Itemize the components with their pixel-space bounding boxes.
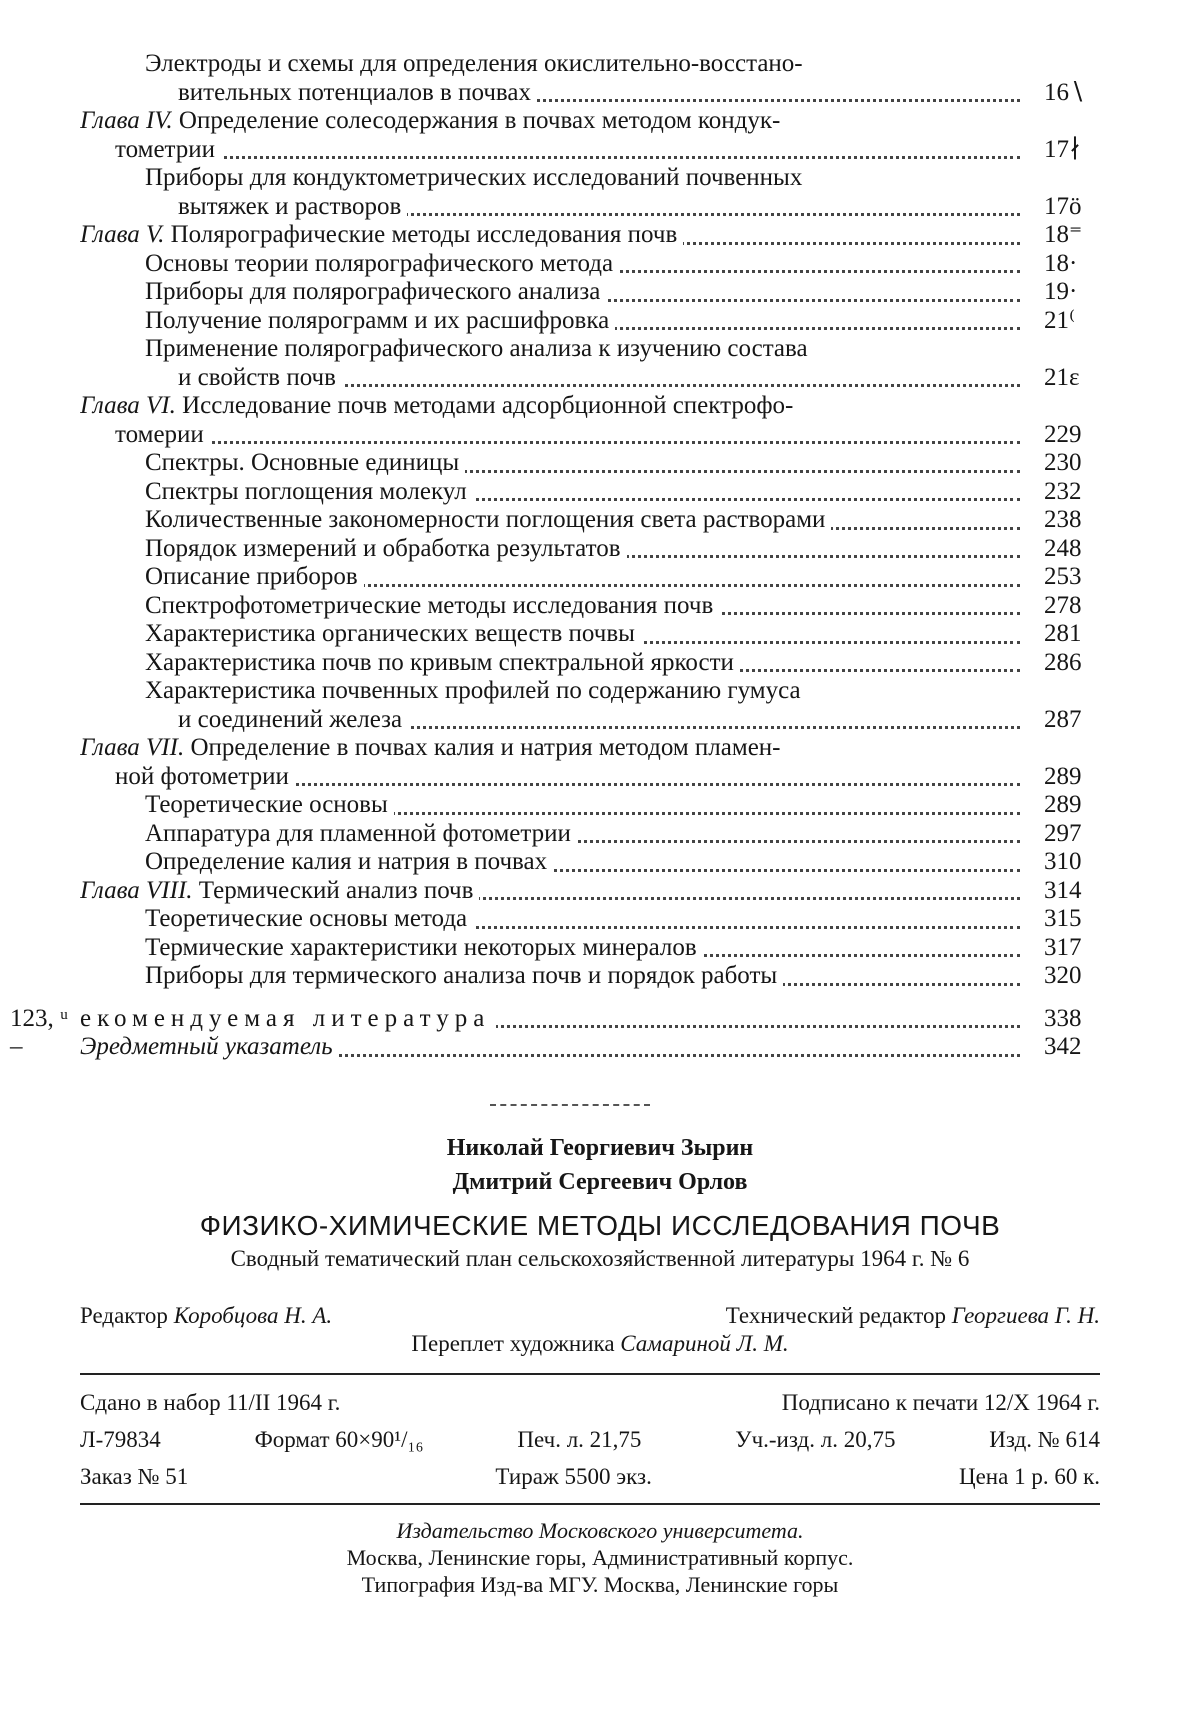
- toc-line: [115, 136, 1020, 165]
- toc-section: [0, 535, 1200, 564]
- toc-chapter: [0, 221, 1200, 250]
- toc-line: [145, 250, 1020, 279]
- entry-title: томерии: [115, 420, 204, 448]
- toc-line: [80, 107, 1020, 136]
- order-number: Заказ № 51: [80, 1464, 189, 1489]
- toc-line: [178, 364, 1020, 393]
- toc-line: [178, 193, 1020, 222]
- entry-title: Приборы для кондуктометрических исследований почвенных: [145, 164, 803, 191]
- page-number: 19·: [1040, 278, 1077, 307]
- publisher-address: Москва, Ленинские горы, Административный корпус.: [346, 1545, 854, 1570]
- leader-dots: [115, 441, 1020, 444]
- toc-line: [145, 962, 1020, 991]
- toc-line: [145, 535, 1020, 564]
- entry-title: Определение в почвах калия и натрия методом пламен-: [190, 734, 781, 761]
- page-number: 232: [1040, 478, 1082, 507]
- page-number: 315: [1040, 905, 1082, 934]
- tech-editor: Технический редактор Георгиева Г. Н.: [725, 1303, 1100, 1328]
- page-number: 278: [1040, 592, 1082, 621]
- toc-section: [0, 592, 1200, 621]
- dates-row: [80, 1388, 1100, 1418]
- printing-house: Типография Изд-ва МГУ. Москва, Ленинские горы: [361, 1572, 839, 1597]
- book-title: ФИЗИКО-ХИМИЧЕСКИЕ МЕТОДЫ ИССЛЕДОВАНИЯ ПОЧВ: [199, 1210, 1001, 1241]
- toc-section: [0, 962, 1200, 991]
- entry-title: Количественные закономерности поглощения света растворами: [145, 506, 826, 533]
- toc-line: [80, 877, 1020, 906]
- page-number: 320: [1040, 962, 1082, 991]
- entry-title: и соединений железа: [178, 705, 403, 733]
- toc-section: [0, 506, 1200, 535]
- toc-line: [145, 50, 1020, 79]
- rule-bottom: [80, 1503, 1100, 1505]
- entry-title: Характеристика почв по кривым спектральной яркости: [145, 648, 734, 676]
- entry-title: и свойств почв: [178, 363, 336, 391]
- toc-line: [80, 1005, 1020, 1034]
- price: Цена 1 р. 60 к.: [958, 1464, 1100, 1489]
- toc-line: [145, 649, 1020, 678]
- signed-date: Подписано к печати 12/X 1964 г.: [781, 1390, 1100, 1415]
- binding-artist: Переплет художника Самариной Л. М.: [411, 1331, 789, 1356]
- entry-title: екомендуемая литература: [80, 1005, 496, 1032]
- entry-title: Теоретические основы метода: [145, 905, 468, 932]
- page-number: 17ö: [1040, 193, 1082, 222]
- toc-section: [0, 449, 1200, 478]
- margin-mark: –: [10, 1033, 23, 1060]
- entry-title: Термические характеристики некоторых минералов: [145, 933, 697, 961]
- page-number: 286: [1040, 649, 1082, 678]
- toc-chapter: [0, 107, 1200, 164]
- entry-title: Характеристика органических веществ почвы: [145, 620, 635, 647]
- pub-number: Изд. № 614: [989, 1427, 1100, 1452]
- page-number: 18·: [1040, 250, 1077, 279]
- toc-back-matter: [0, 1005, 1200, 1034]
- toc-line: [145, 934, 1020, 963]
- entry-title: Термический анализ почв: [198, 876, 474, 904]
- leader-dots: [115, 156, 1020, 159]
- page-number: 21⁽: [1040, 307, 1075, 336]
- toc-section: [0, 677, 1200, 734]
- toc-line: [145, 905, 1020, 934]
- editor: Редактор Коробцова Н. А.: [80, 1303, 333, 1328]
- page-number: 17∤: [1040, 136, 1081, 165]
- page-number: 18⁼: [1040, 221, 1082, 250]
- editors-row: [80, 1301, 1100, 1331]
- toc-line: [178, 706, 1020, 735]
- page-number: 238: [1040, 506, 1082, 535]
- entry-title: Теоретические основы: [145, 791, 388, 818]
- author-2: Дмитрий Сергеевич Орлов: [452, 1169, 748, 1195]
- page-number: 297: [1040, 820, 1082, 849]
- order-row: [80, 1462, 1100, 1492]
- toc-line: [145, 307, 1020, 336]
- page-number: 287: [1040, 706, 1082, 735]
- toc-line: [80, 734, 1020, 763]
- toc-section: [0, 620, 1200, 649]
- page-number: 229: [1040, 421, 1082, 450]
- toc-section: [0, 335, 1200, 392]
- entry-title: Спектры поглощения молекул: [145, 477, 467, 505]
- margin-mark: 123, ᵘ: [10, 1004, 69, 1032]
- entry-title: Определение калия и натрия в почвах: [145, 848, 548, 875]
- toc-back-matter: [0, 1033, 1200, 1062]
- toc-line: [145, 592, 1020, 621]
- chapter-label: Глава VIII.: [80, 876, 193, 904]
- entry-title: Основы теории полярографического метода: [145, 249, 614, 277]
- toc-line: [145, 848, 1020, 877]
- rule-top: [80, 1373, 1100, 1375]
- toc-section: [0, 649, 1200, 678]
- entry-title: ной фотометрии: [115, 762, 289, 790]
- toc-line: [145, 820, 1020, 849]
- entry-title: Характеристика почвенных профилей по содержанию гумуса: [145, 677, 801, 704]
- page-number: 253: [1040, 563, 1082, 592]
- toc-chapter: [0, 392, 1200, 449]
- toc-line: [115, 421, 1020, 450]
- chapter-label: Глава VI.: [80, 392, 176, 419]
- toc-section: [0, 278, 1200, 307]
- entry-title: тометрии: [115, 135, 216, 163]
- code: Л-79834: [80, 1427, 161, 1452]
- toc-line: [145, 677, 1020, 706]
- entry-title: Порядок измерений и обработка результатов: [145, 534, 621, 562]
- toc-line: [115, 763, 1020, 792]
- print-run: Тираж 5500 экз.: [495, 1464, 652, 1489]
- print-sheets: Печ. л. 21,75: [517, 1427, 642, 1452]
- toc-line: [145, 278, 1020, 307]
- entry-title: Описание приборов: [145, 563, 358, 590]
- toc-line: [145, 620, 1020, 649]
- page-number: 16∖: [1040, 79, 1085, 108]
- toc-line: [145, 478, 1020, 507]
- chapter-label: Глава VII.: [80, 734, 185, 761]
- chapter-label: Глава V.: [80, 221, 165, 248]
- toc-section: [0, 848, 1200, 877]
- toc-section: [0, 164, 1200, 221]
- entry-title: Исследование почв методами адсорбционной спектрофо-: [182, 392, 794, 419]
- toc-line: [145, 335, 1020, 364]
- toc-line: [145, 449, 1020, 478]
- page-number: 21ε: [1040, 364, 1080, 393]
- page-number: 289: [1040, 763, 1082, 792]
- toc-line: [145, 164, 1020, 193]
- toc-line: [80, 221, 1020, 250]
- entry-title: Определение солесодержания в почвах методом кондук-: [178, 107, 781, 134]
- page-number: 317: [1040, 934, 1082, 963]
- entry-title: Аппаратура для пламенной фотометрии: [145, 819, 571, 847]
- format: Формат 60×90¹/₁₆: [254, 1427, 424, 1452]
- toc-section: [0, 791, 1200, 820]
- toc-section: [0, 934, 1200, 963]
- toc-section: [0, 905, 1200, 934]
- toc-section: [0, 307, 1200, 336]
- page-number: 342: [1040, 1033, 1082, 1062]
- table-of-contents: [0, 50, 1200, 1062]
- toc-section: [0, 250, 1200, 279]
- toc-line: [80, 392, 1020, 421]
- toc-section: [0, 50, 1200, 107]
- submitted-date: Сдано в набор 11/II 1964 г.: [80, 1390, 341, 1415]
- entry-title: Получение полярограмм и их расшифровка: [145, 306, 610, 334]
- page-number: 289: [1040, 791, 1082, 820]
- thematic-plan: Сводный тематический план сельскохозяйственной литературы 1964 г. № 6: [230, 1246, 970, 1271]
- toc-line: [178, 79, 1020, 108]
- toc-line: [145, 506, 1020, 535]
- page-number: 281: [1040, 620, 1082, 649]
- author-1: Николай Георгиевич Зырин: [446, 1135, 754, 1161]
- entry-title: Применение полярографического анализа к изучению состава: [145, 335, 808, 362]
- toc-section: [0, 478, 1200, 507]
- page-number: 338: [1040, 1005, 1082, 1034]
- chapter-label: Глава IV.: [80, 107, 173, 134]
- separator-line: [490, 1104, 650, 1106]
- toc-section: [0, 820, 1200, 849]
- toc-line: [80, 1033, 1020, 1062]
- entry-title: Электроды и схемы для определения окислительно-восстано-: [145, 50, 803, 77]
- entry-title: Приборы для термического анализа почв и порядок работы: [145, 962, 778, 989]
- entry-title: Спектрофотометрические методы исследования почв: [145, 591, 714, 619]
- page-number: 314: [1040, 877, 1082, 906]
- entry-title: Приборы для полярографического анализа: [145, 278, 601, 305]
- entry-title: вытяжек и растворов: [178, 192, 402, 220]
- toc-line: [145, 563, 1020, 592]
- page-number: 248: [1040, 535, 1082, 564]
- page-number: 310: [1040, 848, 1082, 877]
- entry-title: Эредметный указатель: [80, 1033, 339, 1060]
- toc-chapter: [0, 734, 1200, 791]
- publisher-name: Издательство Московского университета.: [396, 1518, 804, 1543]
- page-number: 230: [1040, 449, 1082, 478]
- toc-section: [0, 563, 1200, 592]
- entry-title: Спектры. Основные единицы: [145, 449, 460, 476]
- entry-title: вительных потенциалов в почвах: [178, 78, 531, 106]
- toc-chapter: [0, 877, 1200, 906]
- toc-line: [145, 791, 1020, 820]
- pub-sheets: Уч.-изд. л. 20,75: [735, 1427, 896, 1452]
- entry-title: Полярографические методы исследования почв: [170, 221, 678, 248]
- format-row: [80, 1425, 1100, 1455]
